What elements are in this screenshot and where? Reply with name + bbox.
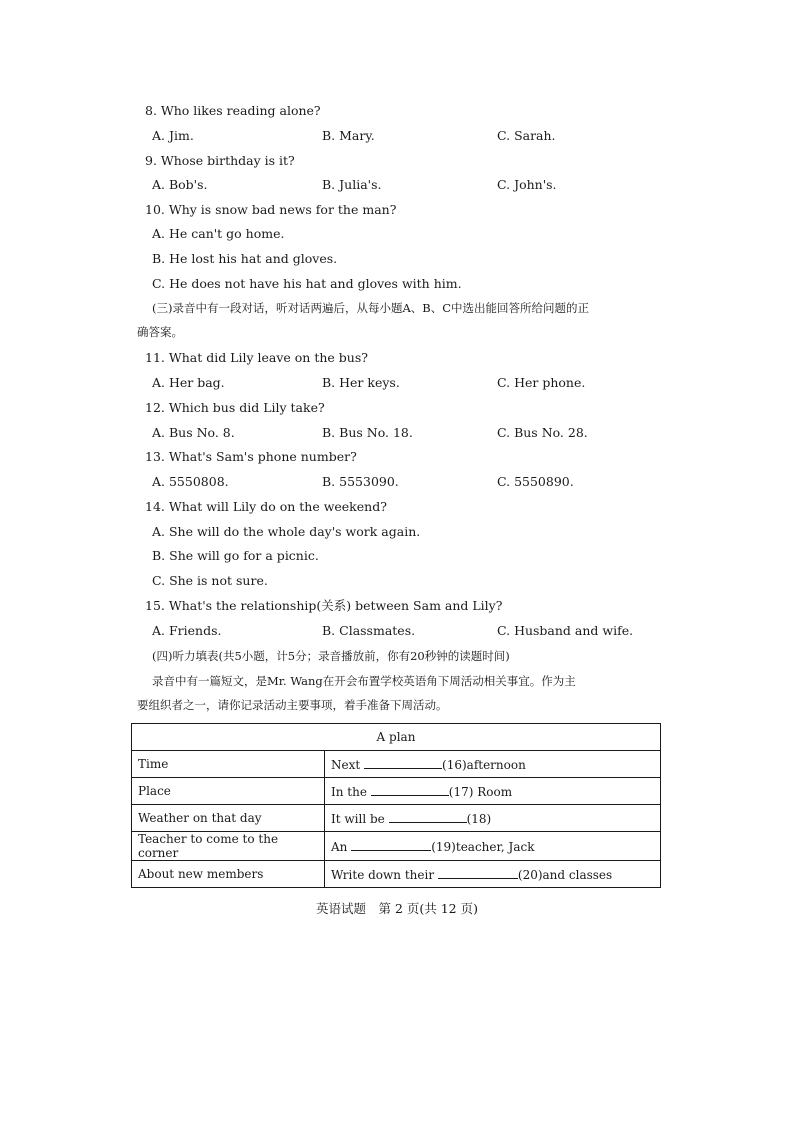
option-15b: B. Classmates. [322, 623, 416, 638]
value-prefix: Next [331, 758, 361, 772]
value-suffix: (16)afternoon [442, 758, 526, 772]
option-9a: A. Bob's. [152, 177, 208, 192]
plan-table [131, 723, 661, 888]
value-suffix: (17) Room [448, 785, 513, 799]
row-key: Weather on that day [132, 805, 325, 832]
option-9c: C. John's. [497, 177, 557, 192]
value-suffix: (18) [466, 812, 492, 826]
answer-blank-18[interactable] [389, 810, 467, 823]
row-value [325, 805, 661, 832]
question-13: 13. What's Sam's phone number? [145, 449, 357, 464]
table-row [132, 778, 661, 805]
page-footer: 英语试题 第 2 页(共 12 页) [315, 901, 478, 916]
row-value [325, 832, 661, 861]
option-8a: A. Jim. [152, 128, 194, 143]
table-row [132, 861, 661, 888]
answer-blank-20[interactable] [438, 866, 518, 879]
answer-blank-17[interactable] [371, 783, 449, 796]
section4-instruction-line1: 录音中有一篇短文，是Mr. Wang在开会布置学校英语角下周活动相关事宜。作为主 [152, 674, 576, 688]
question-12: 12. Which bus did Lily take? [145, 400, 325, 415]
row-value [325, 778, 661, 805]
option-9b: B. Julia's. [322, 177, 382, 192]
table-row [132, 832, 661, 861]
row-key: Time [132, 751, 325, 778]
answer-blank-19[interactable] [351, 838, 431, 851]
option-13a: A. 5550808. [152, 474, 229, 489]
option-11b: B. Her keys. [322, 375, 400, 390]
option-8b: B. Mary. [322, 128, 375, 143]
question-11: 11. What did Lily leave on the bus? [145, 350, 368, 365]
answer-blank-16[interactable] [364, 756, 442, 769]
question-10: 10. Why is snow bad news for the man? [145, 202, 397, 217]
section4-title: (四)听力填表(共5小题，计5分；录音播放前，你有20秒钟的读题时间) [152, 649, 510, 663]
section3-instruction-line2: 确答案。 [137, 325, 183, 339]
option-12c: C. Bus No. 28. [497, 425, 588, 440]
question-14: 14. What will Lily do on the weekend? [145, 499, 387, 514]
option-13b: B. 5553090. [322, 474, 399, 489]
table-row [132, 751, 661, 778]
option-11c: C. Her phone. [497, 375, 586, 390]
value-suffix: (20)and classes [517, 868, 613, 882]
value-prefix: An [331, 840, 348, 854]
value-prefix: In the [331, 785, 367, 799]
question-15: 15. What's the relationship(关系) between Sam and Lily? [145, 598, 503, 613]
row-key: Place [132, 778, 325, 805]
table-row [132, 805, 661, 832]
option-11a: A. Her bag. [152, 375, 225, 390]
option-12b: B. Bus No. 18. [322, 425, 413, 440]
row-key: About new members [132, 861, 325, 888]
question-8: 8. Who likes reading alone? [145, 103, 321, 118]
section4-instruction-line2: 要组织者之一，请你记录活动主要事项，着手准备下周活动。 [137, 698, 448, 712]
row-value [325, 861, 661, 888]
option-14c: C. She is not sure. [152, 573, 268, 588]
option-10b: B. He lost his hat and gloves. [152, 251, 338, 266]
option-12a: A. Bus No. 8. [152, 425, 235, 440]
option-15c: C. Husband and wife. [497, 623, 634, 638]
option-13c: C. 5550890. [497, 474, 574, 489]
question-9: 9. Whose birthday is it? [145, 153, 295, 168]
table-title-row [132, 724, 661, 751]
value-prefix: Write down their [331, 868, 435, 882]
option-10a: A. He can't go home. [152, 226, 285, 241]
row-value [325, 751, 661, 778]
value-suffix: (19)teacher, Jack [431, 840, 535, 854]
value-prefix: It will be [331, 812, 385, 826]
option-10c: C. He does not have his hat and gloves with him. [152, 276, 462, 291]
option-8c: C. Sarah. [497, 128, 556, 143]
table-title: A plan [132, 724, 661, 751]
option-15a: A. Friends. [152, 623, 222, 638]
option-14a: A. She will do the whole day's work again. [152, 524, 421, 539]
row-key: Teacher to come to the corner [132, 832, 325, 861]
option-14b: B. She will go for a picnic. [152, 548, 319, 563]
section3-instruction-line1: (三)录音中有一段对话，听对话两遍后，从每小题A、B、C中选出能回答所给问题的正 [152, 301, 590, 315]
